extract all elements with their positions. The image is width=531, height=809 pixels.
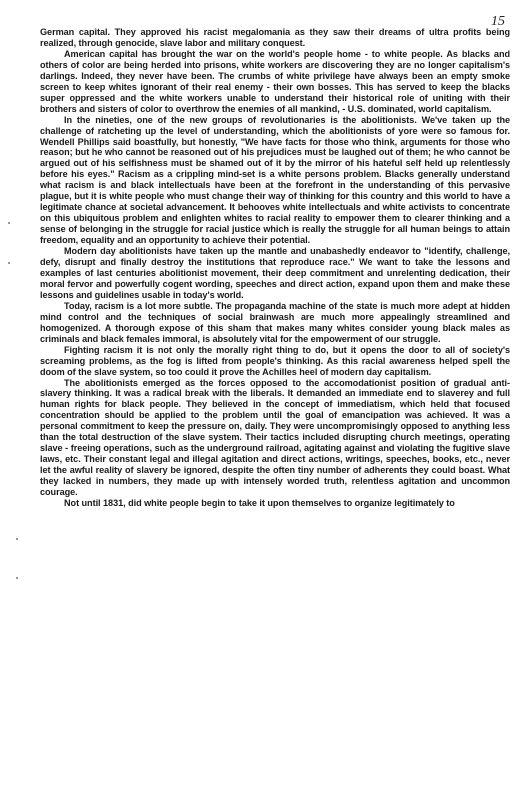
paragraph: Today, racism is a lot more subtle. The propaganda machine of the state is much more adept at hidden mind control and the techniques of social brainwash are much more appealingly streamlined and homogenized. A thorough expose of this sham that makes many whites consider young black males as criminals and black females immoral, is absolutely vital for the empowerment of our struggle. [40, 300, 510, 344]
page-number: 15 [491, 14, 505, 29]
paragraph: American capital has brought the war on the world's people home - to white people. As blacks and others of color are being herded into prisons, white workers are discovering they are no longer capitalism's darlings. Indeed, they never have been. The crumbs of white privilege have always been an empty smoke screen to keep whites ignorant of their real enemy - their own bosses. This has served to keep the blacks super oppressed and the white workers unable to understand their historical role of uniting with their brothers and sisters of color to overthrow the enemies of all mankind, - U.S. dominated, world capitalism. [40, 48, 510, 114]
paragraph: In the nineties, one of the new groups of revolutionaries is the abolitionists. We've taken up the challenge of ratcheting up the level of understanding, which the abolitionists of yore were so famous for. Wendell Phillips said boastfully, but honestly, "We have facts for those who think, arguments for those who reason; but he who cannot be reasoned out of his prejudices must be laughed out of them; he who cannot be argued out of his selfishness must be shamed out of it by the mirror of his hateful self held up relentlessly before his eyes." Racism as a crippling mind-set is a white persons problem. Blacks generally understand what racism is and black intellectuals have been at the forefront in the understanding of this pervasive plague, but it is white people who must change their way of thinking for this country and this world to have a legitimate chance at societal advancement. It behooves white intellectuals and white activists to concentrate on this ubiquitous problem and enlighten whites to racial reality to empower them to clearer thinking and a sense of belonging in the struggle for racial justice which is really the struggle for all human beings to attain freedom, equality and an opportunity to achieve their potential. [40, 114, 510, 246]
body-text [40, 27, 510, 509]
paragraph: Modern day abolitionists have taken up the mantle and unabashedly endeavor to "identify, challenge, defy, disrupt and finally destroy the institutions that reproduce race." We want to take the lessons and examples of last centuries abolitionist movement, their deep commitment and unrelenting dedication, their moral fervor and powerfully cogent wording, speeches and direct action, expand upon them and make these lessons and guidelines usable in today's world. [40, 246, 510, 300]
scan-artifact [16, 577, 18, 579]
paragraph: Fighting racism it is not only the morally right thing to do, but it opens the door to all of society's screaming problems, as the fog is lifted from people's thinking. As this racial awareness helped spell the doom of the slave system, so too could it prove the Achilles heel of modern day capitalism. [40, 344, 510, 377]
scan-artifact [16, 538, 18, 540]
scan-artifact [8, 262, 10, 264]
scan-artifact [8, 222, 10, 224]
paragraph: German capital. They approved his racist megalomania as they saw their dreams of ultra profits being realized, through genocide, slave labor and military conquest. [40, 27, 510, 48]
paragraph: Not until 1831, did white people begin to take it upon themselves to organize legitimately to [64, 497, 455, 508]
paragraph: The abolitionists emerged as the forces opposed to the accomodationist position of gradual anti-slavery thinking. It was a radical break with the liberals. It demanded an immediate end to slaverey and full human rights for black people. They believed in the concept of immediatism, which held that focused concentration should be applied to the problem until the goal of emancipation was achieved. It was a personal commitment to keep the pressure on, daily. They were uncompromisingly opposed to anything less than the total destruction of the slave system. Their tactics included disrupting church meetings, operating slave - freeing operations, such as the underground railroad, agitating against and violating the fugitive slave laws, etc. Their constant legal and illegal agitation and direct actions, writings, speeches, books, etc., never let the awful reality of slavery be ignored, despite the often tiny number of adherents they could boast. What they lacked in numbers, they made up with intensely worded truth, relentless agitation and uncommon courage. [40, 377, 510, 498]
